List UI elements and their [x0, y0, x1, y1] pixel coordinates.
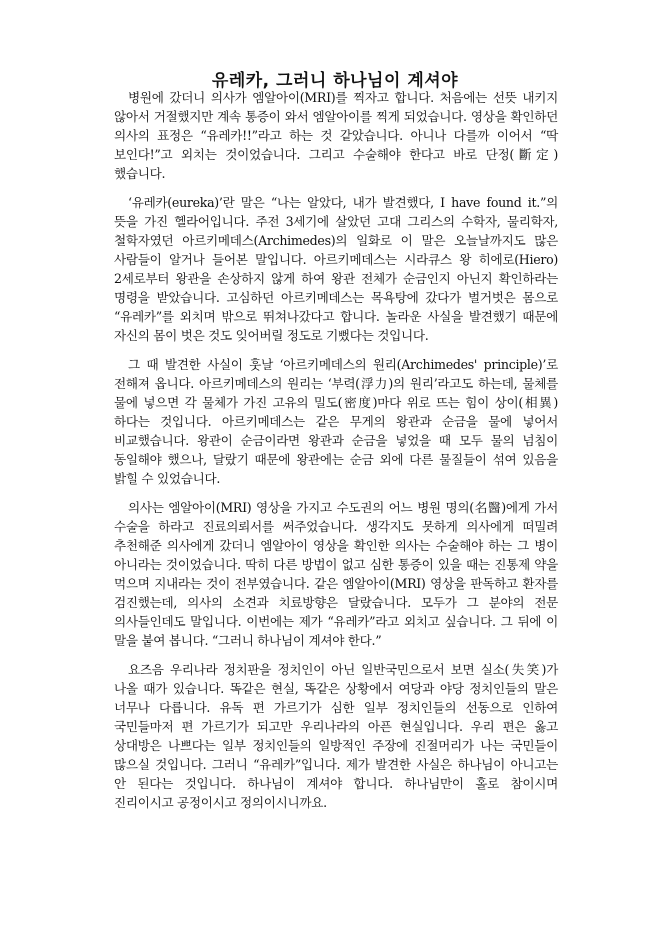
- document-title: 유레카, 그러니 하나님이 계셔야: [211, 71, 459, 92]
- paragraph-4: 의사는 엠알아이(MRI) 영상을 가지고 수도권의 어느 병원 명의(名醫)에게 가서 수술을 하라고 진료의뢰서를 써주었습니다. 생각지도 못하게 의사에게 떠밀려 추천해준 의사에게 갔더니 엠알아이 영상을 확인한 의사는 수술해야 하는 그 병이 아니라는 것이었습니다. 딱히 다른 방법이 없고 심한 통증이 있을 때는 진통제 약을 먹으며 지내라는 것이 전부였습니다. 같은 엠알아이(MRI) 영상을 판독하고 환자를 검진했는데, 의사의 소견과 치료방향은 달랐습니다. 모두가 그 분야의 전문 의사들인데도 말입니다. 이번에는 제가 “유레카”라고 외치고 싶습니다. 그 뒤에 이 말을 붙여 봅니다. “그러니 하나님이 계셔야 한다.”: [114, 500, 558, 648]
- paragraph-1: 병원에 갔더니 의사가 엠알아이(MRI)를 찍자고 합니다. 처음에는 선뜻 내키지 않아서 거절했지만 계속 통증이 와서 엠알아이를 찍게 되었습니다. 영상을 확인하던 의사의 표정은 “유레카!!”라고 하는 것 같았습니다. 아니나 다를까 이어서 “딱 보인다!”고 외치는 것이었습니다. 그리고 수술해야 한다고 바로 단정(斷定)했습니다.: [114, 90, 558, 181]
- paragraph-5: 요즈음 우리나라 정치판을 정치인이 아닌 일반국민으로서 보면 실소(失笑)가 나올 때가 있습니다. 똑같은 현실, 똑같은 상황에서 여당과 야당 정치인들의 말은 너무나 다릅니다. 유독 편 가르기가 심한 일부 정치인들의 선동으로 인하여 국민들마저 편 가르기가 되고만 우리나라의 아픈 현실입니다. 우리 편은 옳고 상대방은 나쁘다는 일부 정치인들의 일방적인 주장에 진절머리가 나는 국민들이 많으실 것입니다. 그러니 “유레카”입니다. 제가 발견한 사실은 하나님이 아니고는 안 된다는 것입니다. 하나님이 계셔야 합니다. 하나님만이 홀로 참이시며 진리이시고 공정이시고 정의이시니까요.: [114, 662, 558, 810]
- document-body: [114, 88, 558, 822]
- paragraph-3: 그 때 발견한 사실이 훗날 ‘아르키메데스의 원리(Archimedes' principle)’로 전해져 옵니다. 아르키메데스의 원리는 ‘부력(浮力)의 원리’라고도 하는데, 물체를 물에 넣으면 각 물체가 가진 고유의 밀도(密度)마다 위로 뜨는 힘이 상이(相異)하다는 것입니다. 아르키메데스는 같은 무게의 왕관과 순금을 물에 넣어서 비교했습니다. 왕관이 순금이라면 왕관과 순금을 넣었을 때 모두 물의 넘침이 동일해야 했으나, 달랐기 때문에 왕관에는 순금 외에 다른 물질들이 섞여 있음을 밝힐 수 있었습니다.: [114, 357, 558, 486]
- paragraph-2: ‘유레카(eureka)’란 말은 “나는 알았다, 내가 발견했다, I have found it.”의 뜻을 가진 헬라어입니다. 주전 3세기에 살았던 고대 그리스의 수학자, 물리학자, 철학자였던 아르키메데스(Archimedes)의 일화로 이 말은 오늘날까지도 많은 사람들이 알거나 들어본 말입니다. 아르키메데스는 시라큐스 왕 히에로(Hiero) 2세로부터 왕관을 손상하지 않게 하여 왕관 전체가 순금인지 아닌지 확인하라는 명령을 받았습니다. 고심하던 아르키메데스는 목욕탕에 갔다가 벌거벗은 몸으로 “유레카”를 외치며 밖으로 뛰쳐나갔다고 합니다. 놀라운 사실을 발견했기 때문에 자신의 몸이 벗은 것도 잊어버릴 정도로 기뻤다는 것입니다.: [114, 195, 558, 343]
